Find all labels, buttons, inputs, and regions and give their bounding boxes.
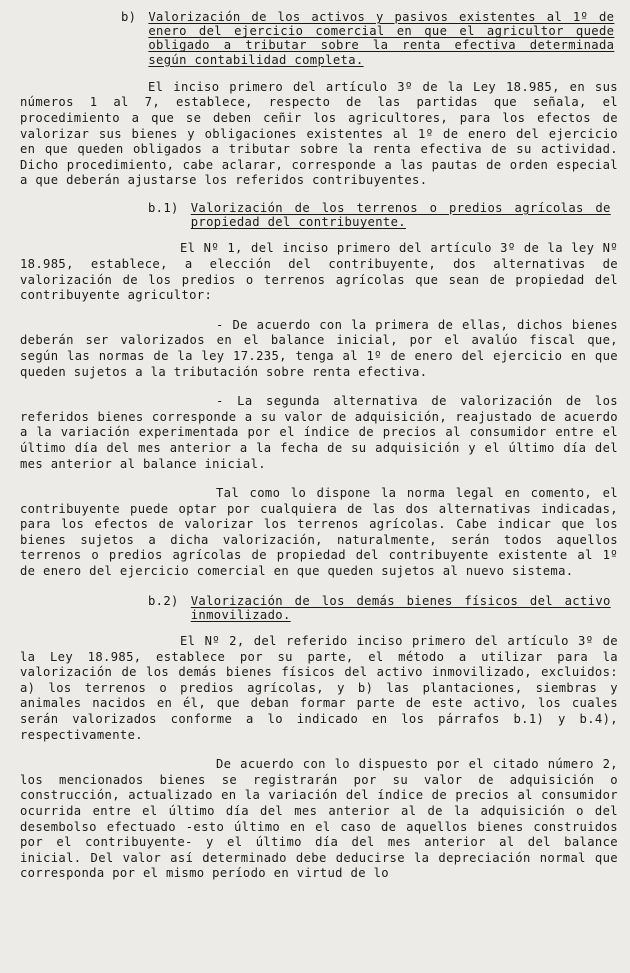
paragraph-intro: El inciso primero del artículo 3º de la Ley 18.985, en sus números 1 al 7, establece, respecto de las partidas que señala, el procedimiento a que se deben ceñir los agricultores, para los efectos de valorizar sus bienes y obligaciones existentes al 1º de enero del ejercicio en que queden obligados a tributar sobre la renta efectiva de su actividad. Dicho procedimiento, cabe aclarar, corresponde a las pautas de orden especial a que deberán ajustarse los referidos contribuyentes. <box>20 79 618 188</box>
section-b1-heading <box>148 201 618 229</box>
section-b-marker: b) <box>121 10 137 24</box>
section-b1-title: Valorización de los terrenos o predios agrícolas de propiedad del contribuyente. <box>190 200 611 230</box>
section-b1-marker: b.1) <box>148 200 179 215</box>
paragraph-b1-3: - La segunda alternativa de valorización de los referidos bienes corresponde a su valor de adquisición, reajustado de acuerdo a la variación experimentada por el índice de precios al consumidor entre el último día del mes anterior a la fecha de su adquisición y el último día del mes anterior al balance inicial. <box>20 394 618 471</box>
paragraph-b1-1: El Nº 1, del inciso primero del artículo 3º de la ley Nº 18.985, establece, a elección del contribuyente, dos alternativas de valorización de los predios o terrenos agrícolas que sean de propiedad del contribuyente agricultor: <box>20 241 618 303</box>
paragraph-b2-2: De acuerdo con lo dispuesto por el citado número 2, los mencionados bienes se registrarán por su valor de adquisición o construcción, actualizado en la variación del índice de precios al consumidor ocurrida entre el último día del mes anterior al de la adquisición o del desembolso efectuado -esto último en el caso de aquellos bienes construidos por el contribuyente- y el último día del mes anterior al del balance inicial. Del valor así determinado debe deducirse la depreciación normal que corresponda por el mismo período en virtud de lo <box>20 757 618 881</box>
paragraph-b1-4: Tal como lo dispone la norma legal en comento, el contribuyente puede optar por cualquiera de las dos alternativas indicadas, para los efectos de valorizar los terrenos agrícolas. Cabe indicar que los bienes sujetos a dicha valorización, naturalmente, serán todos aquellos terrenos o predios agrícolas de propiedad del contribuyente existente al 1º de enero del ejercicio comercial en que queden sujetos al nuevo sistema. <box>20 486 618 579</box>
section-b-title: Valorización de los activos y pasivos existentes al 1º de enero del ejercicio comercial en que el agricultor quede obligado a tributar sobre la renta efectiva determinada según contabilidad completa. <box>148 10 615 67</box>
section-b2-heading <box>148 594 618 622</box>
paragraph-b2-1: El Nº 2, del referido inciso primero del artículo 3º de la Ley 18.985, establece por su parte, el método a utilizar para la valorización de los demás bienes físicos del activo inmovilizado, excluidos: a) los terrenos o predios agrícolas, y b) las plantaciones, siembras y animales nacidos en él, que deban formar parte de este activo, los cuales serán valorizados conforme a lo indicado en los párrafos b.1) y b.4), respectivamente. <box>20 634 618 742</box>
section-b2-marker: b.2) <box>148 593 179 608</box>
section-b2-title: Valorización de los demás bienes físicos del activo inmovilizado. <box>190 593 611 622</box>
section-b-heading <box>121 10 618 67</box>
paragraph-b1-2: - De acuerdo con la primera de ellas, dichos bienes deberán ser valorizados en el balance inicial, por el avalúo fiscal que, según las normas de la ley 17.235, tenga al 1º de enero del ejercicio en que queden sujetos a la tributación sobre renta efectiva. <box>20 317 618 379</box>
